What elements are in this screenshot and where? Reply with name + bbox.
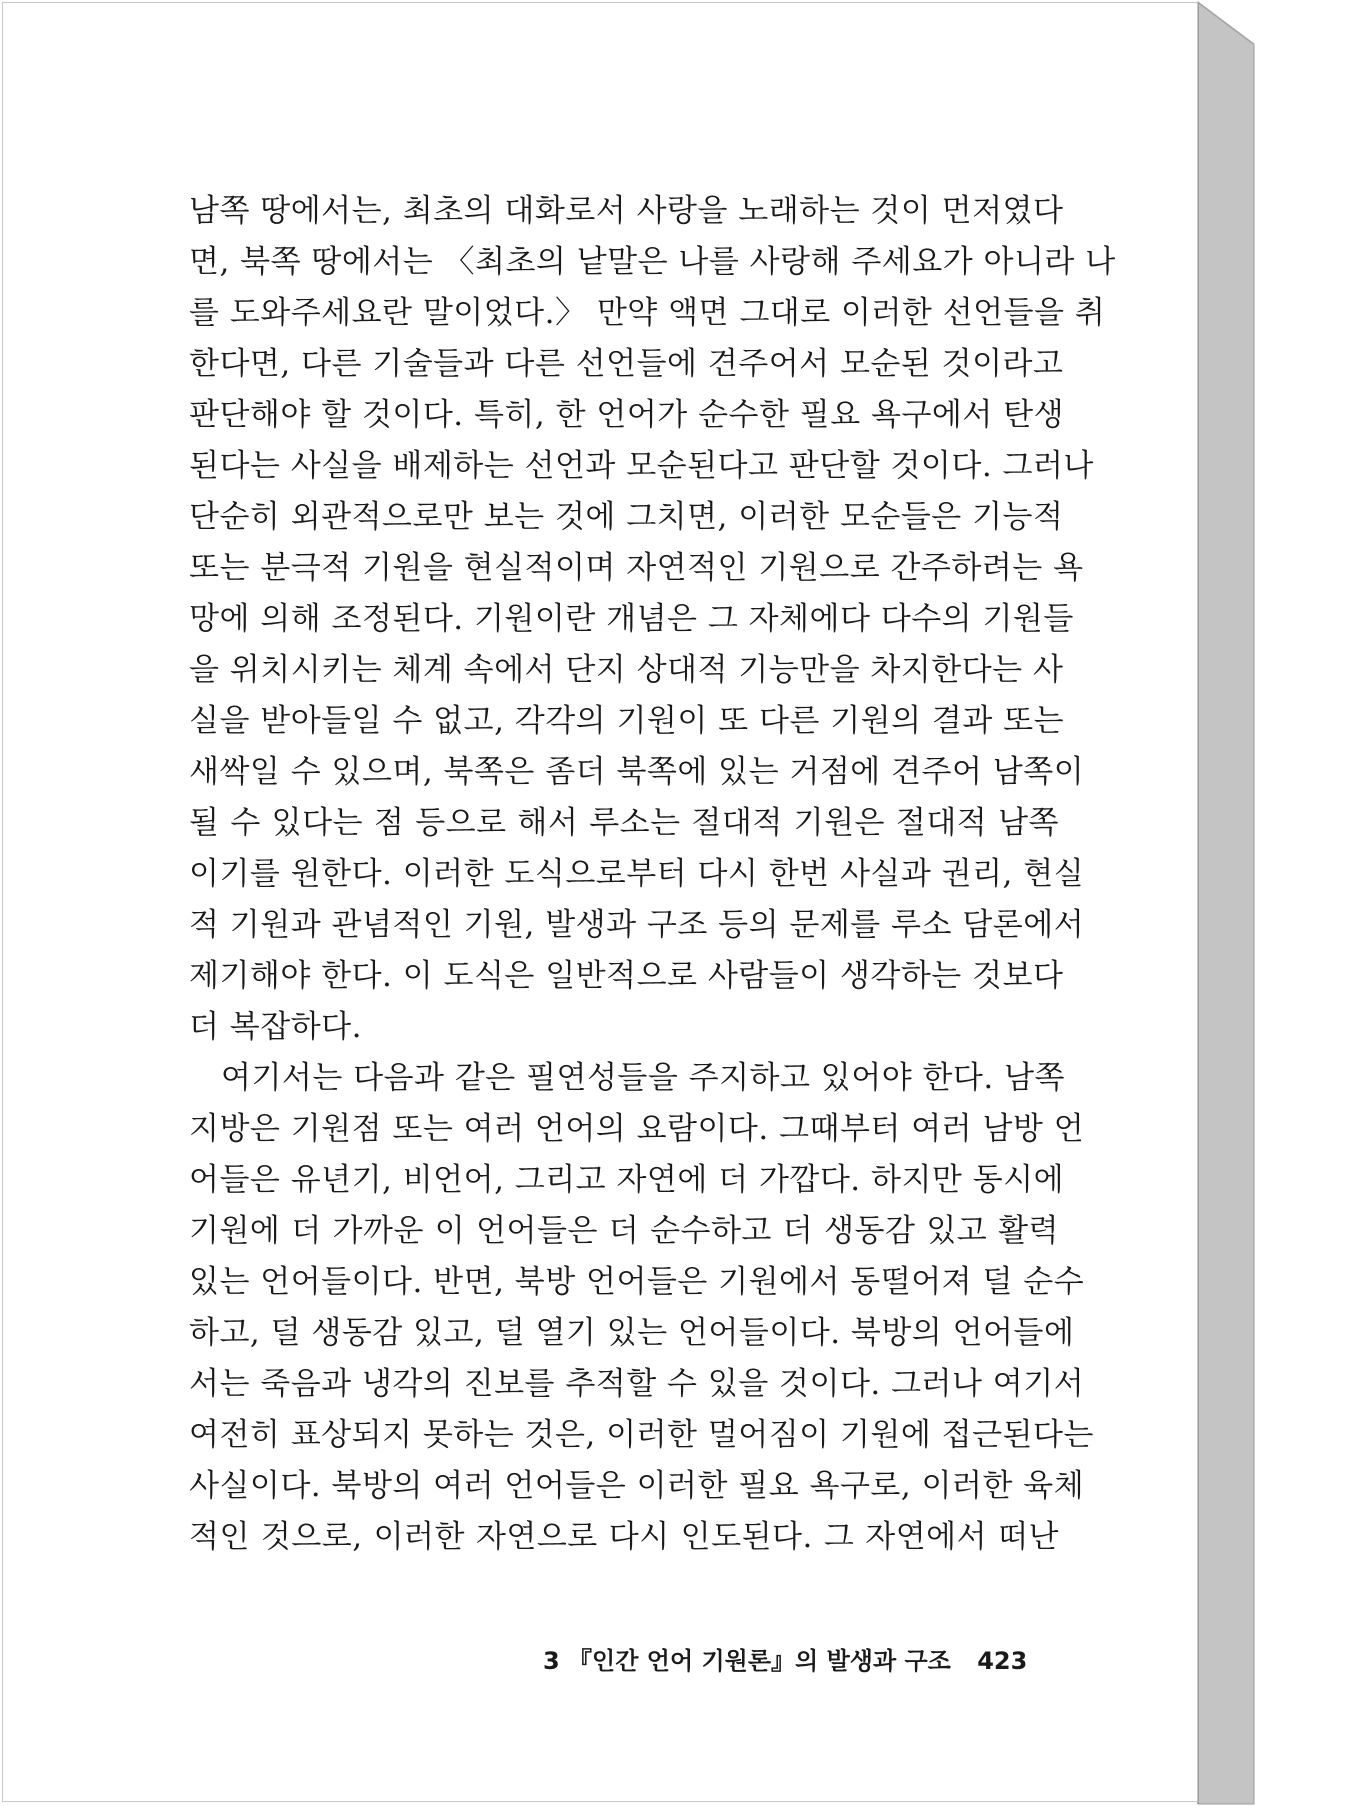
text-line: 기원에 더 가까운 이 언어들은 더 순수하고 더 생동감 있고 활력 (189, 1213, 1059, 1249)
book-edge-face (1198, 2, 1254, 1804)
footer-chapter-title: 3 『인간 언어 기원론』의 발생과 구조 (543, 1647, 951, 1675)
text-line: 하고, 덜 생동감 있고, 덜 열기 있는 언어들이다. 북방의 언어들에 (189, 1315, 1075, 1351)
text-line: 지방은 기원점 또는 여러 언어의 요람이다. 그때부터 여러 남방 언 (189, 1111, 1085, 1147)
running-footer (543, 1639, 1028, 1683)
text-line: 적인 것으로, 이러한 자연으로 다시 인도된다. 그 자연에서 떠난 (189, 1519, 1059, 1555)
page-number: 423 (977, 1647, 1028, 1675)
text-line: 단순히 외관적으로만 보는 것에 그치면, 이러한 모순들은 기능적 (189, 499, 1064, 535)
text-line: 된다는 사실을 배제하는 선언과 모순된다고 판단할 것이다. 그러나 (189, 448, 1094, 484)
text-line: 더 복잡하다. (189, 1009, 362, 1045)
text-line: 있는 언어들이다. 반면, 북방 언어들은 기원에서 동떨어져 덜 순수 (189, 1264, 1085, 1300)
text-line: 여기서는 다음과 같은 필연성들을 주지하고 있어야 한다. 남쪽 (221, 1060, 1065, 1096)
text-line: 한다면, 다른 기술들과 다른 선언들에 견주어서 모순된 것이라고 (189, 346, 1064, 382)
text-line: 망에 의해 조정된다. 기원이란 개념은 그 자체에다 다수의 기원들 (189, 601, 1074, 637)
text-line: 또는 분극적 기원을 현실적이며 자연적인 기원으로 간주하려는 욕 (189, 550, 1084, 586)
text-line: 사실이다. 북방의 여러 언어들은 이러한 필요 욕구로, 이러한 육체 (189, 1468, 1085, 1504)
text-line: 이기를 원한다. 이러한 도식으로부터 다시 한번 사실과 권리, 현실 (189, 856, 1085, 892)
text-line: 적 기원과 관념적인 기원, 발생과 구조 등의 문제를 루소 담론에서 (189, 907, 1085, 943)
text-line: 서는 죽음과 냉각의 진보를 추적할 수 있을 것이다. 그러나 여기서 (189, 1366, 1085, 1402)
text-line: 면, 북쪽 땅에서는 〈최초의 낱말은 나를 사랑해 주세요가 아니라 나 (189, 244, 1116, 280)
text-line: 어들은 유년기, 비언어, 그리고 자연에 더 가깝다. 하지만 동시에 (189, 1162, 1065, 1198)
body-text (189, 186, 1116, 1563)
text-line: 제기해야 한다. 이 도식은 일반적으로 사람들이 생각하는 것보다 (189, 958, 1064, 994)
text-line: 을 위치시키는 체계 속에서 단지 상대적 기능만을 차지한다는 사 (189, 652, 1064, 688)
text-line: 새싹일 수 있으며, 북쪽은 좀더 북쪽에 있는 거점에 견주어 남쪽이 (189, 754, 1085, 790)
book-page (2, 2, 1198, 1802)
text-line: 될 수 있다는 점 등으로 해서 루소는 절대적 기원은 절대적 남쪽 (189, 805, 1059, 841)
text-line: 실을 받아들일 수 없고, 각각의 기원이 또 다른 기원의 결과 또는 (189, 703, 1065, 739)
text-line: 판단해야 할 것이다. 특히, 한 언어가 순수한 필요 욕구에서 탄생 (189, 397, 1065, 433)
text-line: 를 도와주세요란 말이었다.〉 만약 액면 그대로 이러한 선언들을 취 (189, 295, 1106, 331)
text-line: 여전히 표상되지 못하는 것은, 이러한 멀어짐이 기원에 접근된다는 (189, 1417, 1094, 1453)
text-line: 남쪽 땅에서는, 최초의 대화로서 사랑을 노래하는 것이 먼저였다 (189, 193, 1064, 229)
